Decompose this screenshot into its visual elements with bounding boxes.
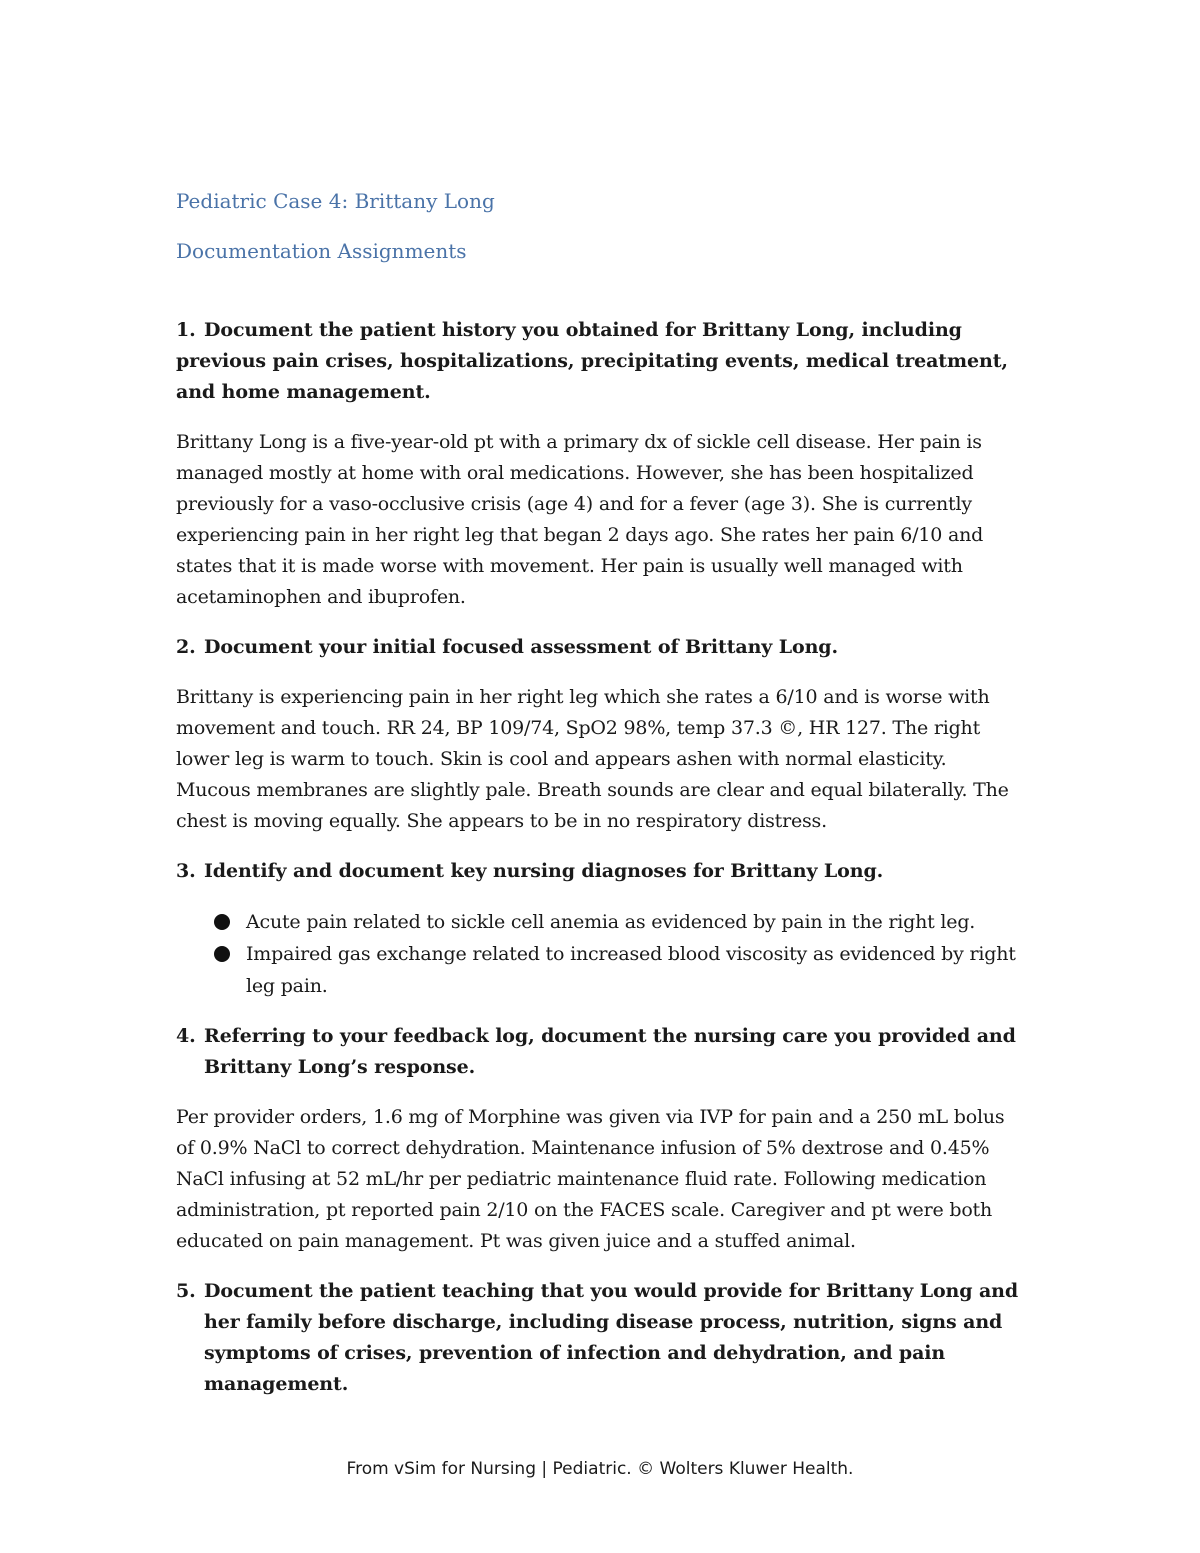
question-number: 2. bbox=[176, 636, 196, 658]
question-text: Document the patient teaching that you would provide for Brittany Long and her family before discharge, including disease process, nutrition, signs and symptoms of crises, prevention of infection and dehydration, and pain management. bbox=[204, 1280, 1019, 1395]
question-1 bbox=[176, 315, 1026, 408]
question-text: Document your initial focused assessment of Brittany Long. bbox=[204, 636, 838, 658]
list-item bbox=[176, 906, 1026, 938]
question-number: 5. bbox=[176, 1280, 196, 1302]
diagnosis-list bbox=[176, 906, 1026, 1002]
page-subtitle: Documentation Assignments bbox=[176, 239, 467, 263]
question-4 bbox=[176, 1021, 1026, 1083]
page-title: Pediatric Case 4: Brittany Long bbox=[176, 189, 495, 213]
list-item bbox=[176, 938, 1026, 1002]
question-number: 4. bbox=[176, 1025, 196, 1047]
bullet-icon bbox=[214, 914, 230, 930]
question-number: 3. bbox=[176, 860, 196, 882]
question-number: 1. bbox=[176, 319, 196, 341]
answer-1: Brittany Long is a five-year-old pt with a primary dx of sickle cell disease. Her pain is managed mostly at home with oral medications. However, she has been hospitalized previously for a vaso-occlusive crisis (age 4) and for a fever (age 3). She is currently experiencing pain in her right leg that began 2 days ago. She rates her pain 6/10 and states that it is made worse with movement. Her pain is usually well managed with acetaminophen and ibuprofen. bbox=[176, 431, 984, 608]
list-item-text: Acute pain related to sickle cell anemia as evidenced by pain in the right leg. bbox=[246, 911, 976, 933]
document-body bbox=[176, 186, 1026, 1419]
question-5 bbox=[176, 1276, 1026, 1400]
question-text: Referring to your feedback log, document the nursing care you provided and Brittany Long’s response. bbox=[204, 1025, 1016, 1078]
answer-4: Per provider orders, 1.6 mg of Morphine was given via IVP for pain and a 250 mL bolus of 0.9% NaCl to correct dehydration. Maintenance infusion of 5% dextrose and 0.45% NaCl infusing at 52 mL/hr per pediatric maintenance fluid rate. Following medication administration, pt reported pain 2/10 on the FACES scale. Caregiver and pt were both educated on pain management. Pt was given juice and a stuffed animal. bbox=[176, 1106, 1005, 1252]
question-text: Identify and document key nursing diagnoses for Brittany Long. bbox=[204, 860, 884, 882]
bullet-icon bbox=[214, 946, 230, 962]
question-2 bbox=[176, 632, 1026, 663]
answer-2: Brittany is experiencing pain in her right leg which she rates a 6/10 and is worse with movement and touch. RR 24, BP 109/74, SpO2 98%, temp 37.3 ©, HR 127. The right lower leg is warm to touch. Skin is cool and appears ashen with normal elasticity. Mucous membranes are slightly pale. Breath sounds are clear and equal bilaterally. The chest is moving equally. She appears to be in no respiratory distress. bbox=[176, 686, 1009, 832]
list-item-text: Impaired gas exchange related to increased blood viscosity as evidenced by right leg pain. bbox=[246, 943, 1016, 997]
page-footer: From vSim for Nursing | Pediatric. © Wolters Kluwer Health. bbox=[346, 1459, 854, 1479]
question-3 bbox=[176, 856, 1026, 887]
question-text: Document the patient history you obtained for Brittany Long, including previous pain crises, hospitalizations, precipitating events, medical treatment, and home management. bbox=[176, 319, 1008, 403]
